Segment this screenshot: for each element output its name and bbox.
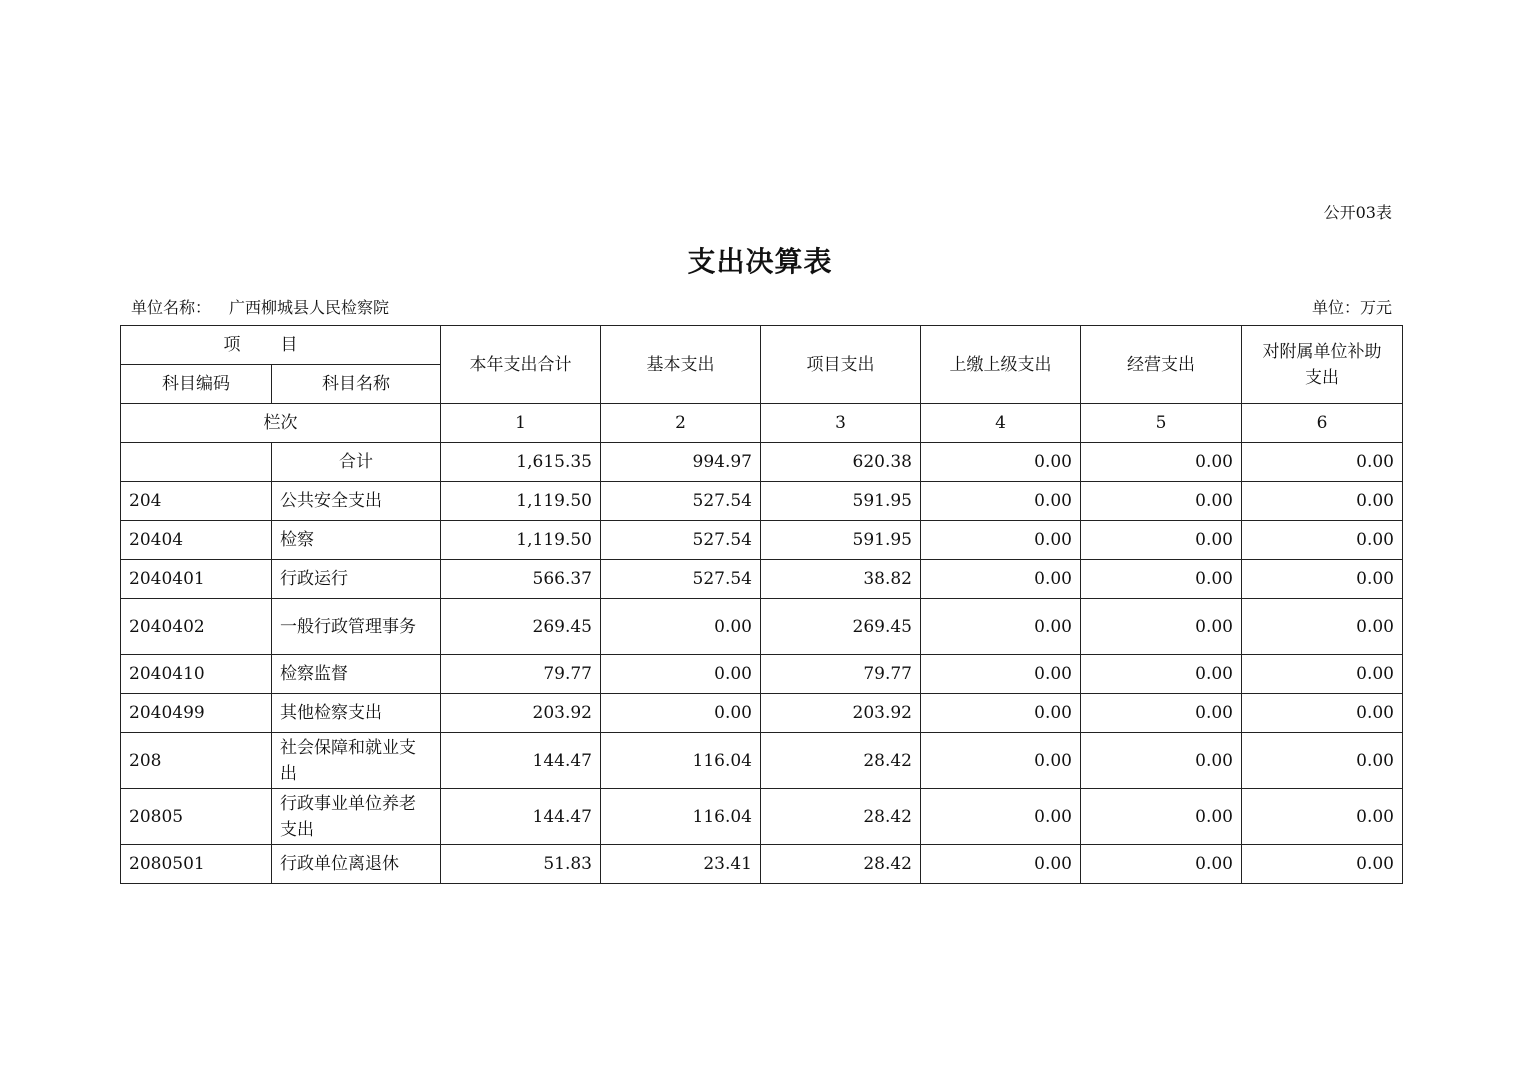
row-value-remit-upper: 0.00 bbox=[921, 482, 1081, 521]
row-value-subsidy: 0.00 bbox=[1242, 560, 1403, 599]
row-code: 2040499 bbox=[121, 694, 272, 733]
col-header-project: 项目支出 bbox=[761, 326, 921, 404]
column-index: 1 bbox=[441, 404, 601, 443]
row-value-project: 591.95 bbox=[761, 482, 921, 521]
row-value-basic: 527.54 bbox=[601, 482, 761, 521]
row-name: 社会保障和就业支出 bbox=[272, 733, 441, 789]
row-code: 2040402 bbox=[121, 599, 272, 655]
row-name: 行政运行 bbox=[272, 560, 441, 599]
row-code: 20404 bbox=[121, 521, 272, 560]
column-index: 4 bbox=[921, 404, 1081, 443]
column-index-label: 栏次 bbox=[121, 404, 441, 443]
row-value-project: 269.45 bbox=[761, 599, 921, 655]
column-index: 2 bbox=[601, 404, 761, 443]
row-value-subsidy: 0.00 bbox=[1242, 845, 1403, 884]
table-row bbox=[121, 655, 1403, 694]
row-value-project: 38.82 bbox=[761, 560, 921, 599]
row-value-project: 79.77 bbox=[761, 655, 921, 694]
row-value-remit-upper: 0.00 bbox=[921, 733, 1081, 789]
row-value-remit-upper: 0.00 bbox=[921, 789, 1081, 845]
row-value-remit-upper: 0.00 bbox=[921, 521, 1081, 560]
row-value-operating: 0.00 bbox=[1081, 599, 1242, 655]
row-value-basic: 527.54 bbox=[601, 560, 761, 599]
table-row bbox=[121, 521, 1403, 560]
table-row bbox=[121, 560, 1403, 599]
row-value-remit-upper: 0.00 bbox=[921, 655, 1081, 694]
row-value-operating: 0.00 bbox=[1081, 482, 1242, 521]
header-row-1 bbox=[121, 326, 1403, 365]
row-value-project: 28.42 bbox=[761, 789, 921, 845]
row-name: 检察监督 bbox=[272, 655, 441, 694]
row-name: 公共安全支出 bbox=[272, 482, 441, 521]
row-code: 2080501 bbox=[121, 845, 272, 884]
page-title: 支出决算表 bbox=[687, 245, 833, 278]
row-value-total: 1,119.50 bbox=[441, 521, 601, 560]
row-value-total: 51.83 bbox=[441, 845, 601, 884]
col-header-total: 本年支出合计 bbox=[441, 326, 601, 404]
row-value-basic: 527.54 bbox=[601, 521, 761, 560]
table-row-total bbox=[121, 443, 1403, 482]
col-header-name: 科目名称 bbox=[272, 365, 441, 404]
col-header-operating: 经营支出 bbox=[1081, 326, 1242, 404]
table-row bbox=[121, 482, 1403, 521]
row-code: 2040410 bbox=[121, 655, 272, 694]
form-code: 公开03表 bbox=[1323, 203, 1392, 222]
row-value-basic: 0.00 bbox=[601, 599, 761, 655]
row-value-operating: 0.00 bbox=[1081, 443, 1242, 482]
col-header-item-group: 项目 bbox=[121, 326, 441, 365]
row-code bbox=[121, 443, 272, 482]
row-value-remit-upper: 0.00 bbox=[921, 599, 1081, 655]
row-value-total: 1,615.35 bbox=[441, 443, 601, 482]
row-value-operating: 0.00 bbox=[1081, 655, 1242, 694]
row-value-remit-upper: 0.00 bbox=[921, 694, 1081, 733]
row-value-project: 28.42 bbox=[761, 733, 921, 789]
row-value-total: 566.37 bbox=[441, 560, 601, 599]
row-value-project: 591.95 bbox=[761, 521, 921, 560]
unit-name-label: 单位名称： bbox=[131, 298, 212, 317]
row-name: 行政单位离退休 bbox=[272, 845, 441, 884]
table-row bbox=[121, 845, 1403, 884]
row-value-subsidy: 0.00 bbox=[1242, 789, 1403, 845]
row-value-remit-upper: 0.00 bbox=[921, 845, 1081, 884]
row-name: 行政事业单位养老支出 bbox=[272, 789, 441, 845]
row-value-project: 203.92 bbox=[761, 694, 921, 733]
col-header-subsidy: 对附属单位补助支出 bbox=[1242, 326, 1403, 404]
row-value-operating: 0.00 bbox=[1081, 789, 1242, 845]
row-value-subsidy: 0.00 bbox=[1242, 482, 1403, 521]
row-value-operating: 0.00 bbox=[1081, 845, 1242, 884]
row-value-total: 1,119.50 bbox=[441, 482, 601, 521]
column-index: 6 bbox=[1242, 404, 1403, 443]
row-name: 其他检察支出 bbox=[272, 694, 441, 733]
row-value-basic: 0.00 bbox=[601, 694, 761, 733]
column-index: 5 bbox=[1081, 404, 1242, 443]
col-header-code: 科目编码 bbox=[121, 365, 272, 404]
row-value-operating: 0.00 bbox=[1081, 694, 1242, 733]
row-value-basic: 23.41 bbox=[601, 845, 761, 884]
row-name: 一般行政管理事务 bbox=[272, 599, 441, 655]
column-index-row bbox=[121, 404, 1403, 443]
row-code: 2040401 bbox=[121, 560, 272, 599]
row-value-total: 203.92 bbox=[441, 694, 601, 733]
row-name: 合计 bbox=[272, 443, 441, 482]
row-name: 检察 bbox=[272, 521, 441, 560]
row-value-operating: 0.00 bbox=[1081, 560, 1242, 599]
row-value-basic: 994.97 bbox=[601, 443, 761, 482]
unit-name-value: 广西柳城县人民检察院 bbox=[229, 298, 390, 317]
row-code: 204 bbox=[121, 482, 272, 521]
row-value-total: 144.47 bbox=[441, 733, 601, 789]
table-row bbox=[121, 733, 1403, 789]
row-value-project: 620.38 bbox=[761, 443, 921, 482]
row-value-subsidy: 0.00 bbox=[1242, 694, 1403, 733]
row-value-subsidy: 0.00 bbox=[1242, 521, 1403, 560]
row-code: 20805 bbox=[121, 789, 272, 845]
row-value-total: 269.45 bbox=[441, 599, 601, 655]
row-value-subsidy: 0.00 bbox=[1242, 599, 1403, 655]
row-value-remit-upper: 0.00 bbox=[921, 560, 1081, 599]
table-row bbox=[121, 694, 1403, 733]
row-value-basic: 116.04 bbox=[601, 733, 761, 789]
table-row bbox=[121, 599, 1403, 655]
row-value-total: 144.47 bbox=[441, 789, 601, 845]
currency-unit: 单位：万元 bbox=[1311, 298, 1392, 317]
row-value-basic: 116.04 bbox=[601, 789, 761, 845]
row-value-subsidy: 0.00 bbox=[1242, 733, 1403, 789]
table-row bbox=[121, 789, 1403, 845]
row-value-subsidy: 0.00 bbox=[1242, 655, 1403, 694]
row-code: 208 bbox=[121, 733, 272, 789]
row-value-subsidy: 0.00 bbox=[1242, 443, 1403, 482]
expenditure-table bbox=[120, 325, 1403, 884]
row-value-operating: 0.00 bbox=[1081, 733, 1242, 789]
col-header-remit-upper: 上缴上级支出 bbox=[921, 326, 1081, 404]
column-index: 3 bbox=[761, 404, 921, 443]
row-value-operating: 0.00 bbox=[1081, 521, 1242, 560]
row-value-remit-upper: 0.00 bbox=[921, 443, 1081, 482]
row-value-basic: 0.00 bbox=[601, 655, 761, 694]
col-header-basic: 基本支出 bbox=[601, 326, 761, 404]
row-value-total: 79.77 bbox=[441, 655, 601, 694]
unit-name-line bbox=[131, 295, 389, 318]
row-value-project: 28.42 bbox=[761, 845, 921, 884]
